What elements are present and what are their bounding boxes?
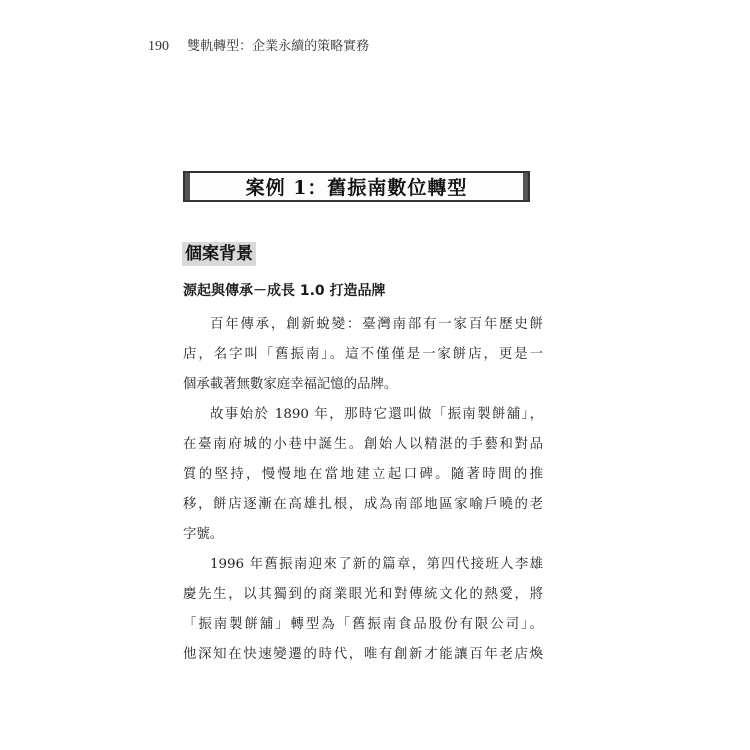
book-title: 雙軌轉型：企業永續的策略實務 — [187, 39, 370, 54]
paragraph-3-line: 慶先生，以其獨到的商業眼光和對傳統文化的熱愛，將 — [183, 587, 543, 602]
paragraph-2-line: 移，餅店逐漸在高雄扎根，成為南部地區家喻戶曉的老 — [183, 497, 543, 512]
running-header — [148, 35, 369, 55]
paragraph-3-line: 1996 年舊振南迎來了新的篇章，第四代接班人李雄 — [210, 557, 543, 572]
case-title-box — [183, 171, 530, 202]
paragraph-1-line: 個承載著無數家庭幸福記憶的品牌。 — [183, 377, 398, 392]
body-text — [183, 310, 543, 670]
case-title: 案例 1：舊振南數位轉型 — [245, 177, 468, 199]
paragraph-3-line: 他深知在快速變遷的時代，唯有創新才能讓百年老店煥 — [183, 647, 543, 662]
paragraph-2-line: 故事始於 1890 年，那時它還叫做「振南製餅舖」， — [210, 407, 543, 422]
paragraph-2-line: 質的堅持，慢慢地在當地建立起口碑。隨著時間的推 — [183, 467, 543, 482]
paragraph-2-line: 字號。 — [183, 527, 224, 542]
page-number: 190 — [148, 39, 169, 54]
paragraph-2-line: 在臺南府城的小巷中誕生。創始人以精湛的手藝和對品 — [183, 437, 543, 452]
sub-heading: 源起與傳承－成長 1.0 打造品牌 — [183, 283, 386, 299]
paragraph-1-line: 百年傳承，創新蛻變：臺灣南部有一家百年歷史餅 — [210, 317, 543, 332]
paragraph-1-line: 店，名字叫「舊振南」。這不僅僅是一家餅店，更是一 — [183, 347, 543, 362]
paragraph-3-line: 「振南製餅舖」轉型為「舊振南食品股份有限公司」。 — [183, 617, 543, 632]
section-heading: 個案背景 — [182, 242, 256, 266]
